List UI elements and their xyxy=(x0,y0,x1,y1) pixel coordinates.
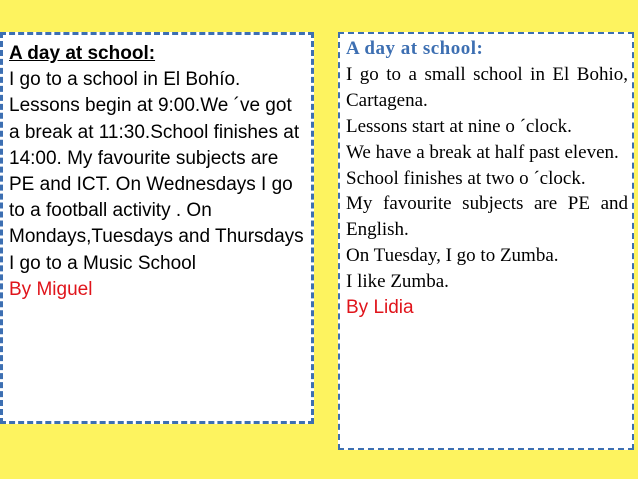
lidia-card-line: On Tuesday, I go to Zumba. xyxy=(346,245,559,267)
miguel-card-author: By Miguel xyxy=(9,278,93,300)
lidia-card-line: My favourite subjects are PE and English. xyxy=(346,193,628,241)
lidia-card-line: Lessons start at nine o ´clock. xyxy=(346,115,572,137)
lidia-card-line: School finishes at two o ´clock. xyxy=(346,167,586,189)
lidia-card-line: I like Zumba. xyxy=(346,271,449,293)
miguel-card-title: A day at school: xyxy=(9,43,156,64)
lidia-card-title: A day at school: xyxy=(346,38,484,59)
lidia-card-author: By Lidia xyxy=(346,297,414,319)
lidia-text-card xyxy=(338,32,634,450)
miguel-card-body: I go to a school in El Bohío. Lessons begin at 9:00.We ´ve got a break at 11:30.School finishes at 14:00. My favourite subjects are PE and ICT. On Wednesdays I go to a football activity . On Mondays,Tuesdays and Thursdays I go to a Music School xyxy=(9,69,304,274)
lidia-card-line: I go to a small school in El Bohio, Cartagena. xyxy=(346,63,628,111)
lidia-card-line: We have a break at half past eleven. xyxy=(346,141,619,163)
miguel-text-card xyxy=(0,32,314,424)
